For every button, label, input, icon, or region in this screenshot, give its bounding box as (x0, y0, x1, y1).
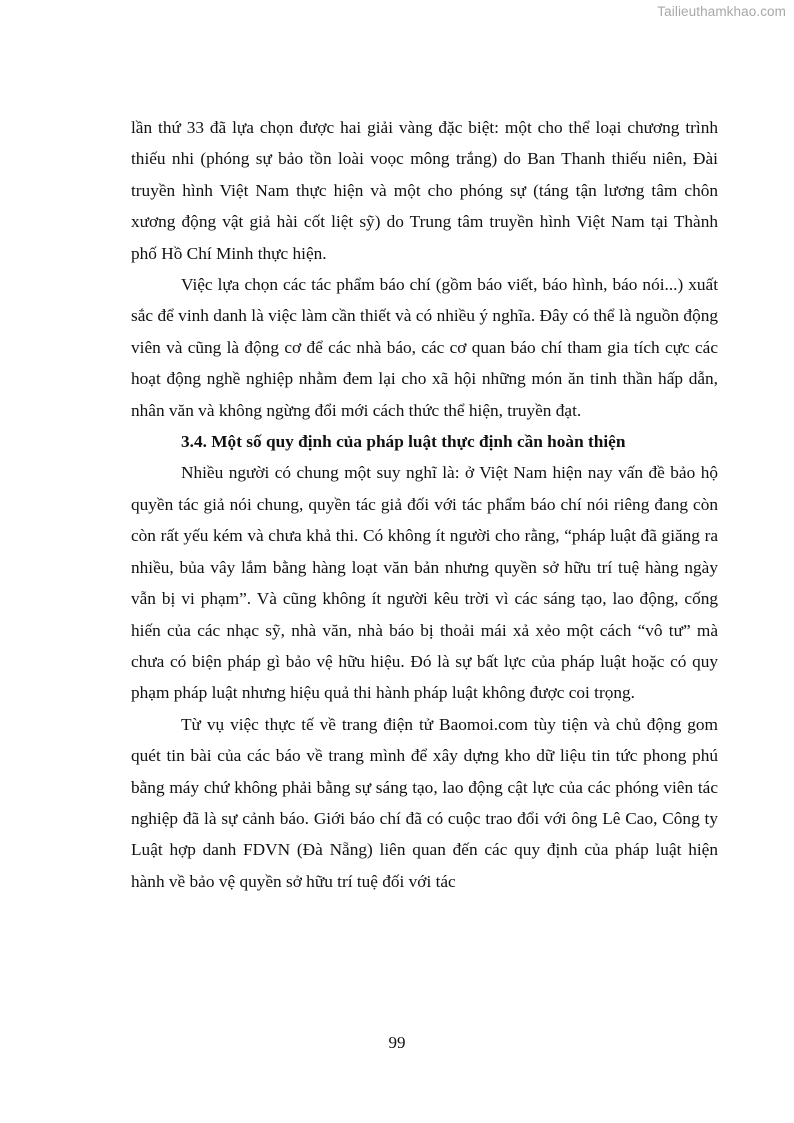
paragraph: Nhiều người có chung một suy nghĩ là: ở Việt Nam hiện nay vấn đề bảo hộ quyền tác giả nói chung, quyền tác giả đối với tác phẩm báo chí nói riêng đang còn còn rất yếu kém và chưa khả thi. Có không ít người cho rằng, “pháp luật đã giăng ra nhiều, bủa vây lắm bằng hàng loạt văn bản nhưng quyền sở hữu trí tuệ hàng ngày vẫn bị vi phạm”. Và cũng không ít người kêu trời vì các sáng tạo, lao động, cống hiến của các nhạc sỹ, nhà văn, nhà báo bị thoải mái xả xẻo một cách “vô tư” mà chưa có biện pháp gì bảo vệ hữu hiệu. Đó là sự bất lực của pháp luật hoặc có quy phạm pháp luật nhưng hiệu quả thi hành pháp luật không được coi trọng. (131, 463, 718, 703)
section-heading: 3.4. Một số quy định của pháp luật thực định cần hoàn thiện (181, 432, 626, 452)
paragraph-continuation: lần thứ 33 đã lựa chọn được hai giải vàng đặc biệt: một cho thể loại chương trình thiếu nhi (phóng sự bảo tồn loài voọc mông trắng) do Ban Thanh thiếu niên, Đài truyền hình Việt Nam thực hiện và một cho phóng sự (táng tận lương tâm chôn xương động vật giả hài cốt liệt sỹ) do Trung tâm truyền hình Việt Nam tại Thành phố Hồ Chí Minh thực hiện. (131, 118, 718, 263)
document-body (131, 112, 718, 897)
paragraph: Từ vụ việc thực tế về trang điện tử Baomoi.com tùy tiện và chủ động gom quét tin bài của các báo về trang mình để xây dựng kho dữ liệu tin tức phong phú bằng máy chứ không phải bằng sự sáng tạo, lao động cật lực của các phóng viên tác nghiệp đã là sự cảnh báo. Giới báo chí đã có cuộc trao đổi với ông Lê Cao, Công ty Luật hợp danh FDVN (Đà Nẵng) liên quan đến các quy định của pháp luật hiện hành về bảo vệ quyền sở hữu trí tuệ đối với tác (131, 714, 718, 891)
page-number: 99 (388, 1033, 406, 1052)
watermark: Tailieuthamkhao.com (657, 4, 786, 19)
paragraph: Việc lựa chọn các tác phẩm báo chí (gồm báo viết, báo hình, báo nói...) xuất sắc để vinh danh là việc làm cần thiết và có nhiều ý nghĩa. Đây có thể là nguồn động viên và cũng là động cơ để các nhà báo, các cơ quan báo chí tham gia tích cực các hoạt động nghề nghiệp nhằm đem lại cho xã hội những món ăn tinh thần hấp dẫn, nhân văn và không ngừng đổi mới cách thức thể hiện, truyền đạt. (131, 275, 718, 420)
